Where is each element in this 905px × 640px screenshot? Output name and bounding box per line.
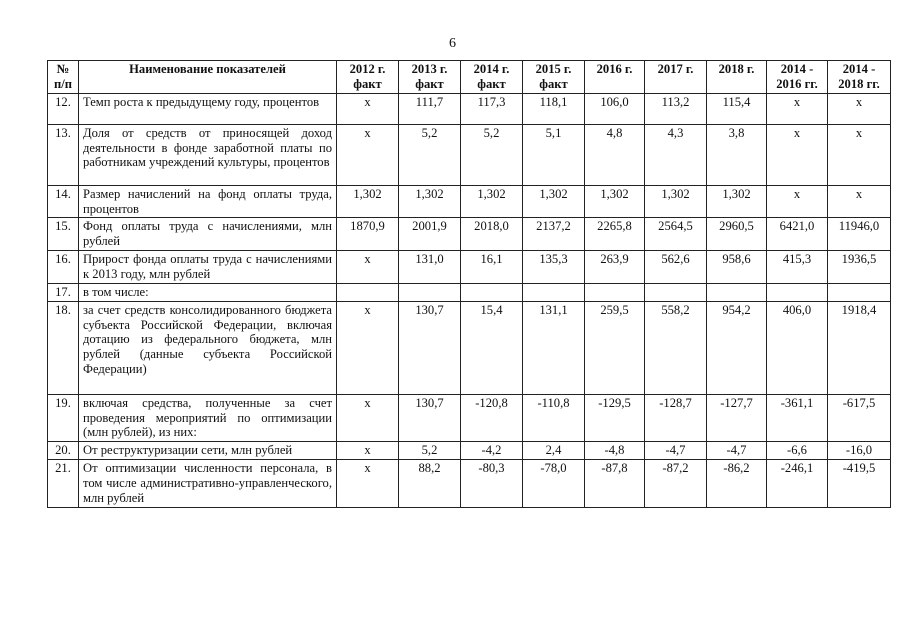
row-value-cell: 106,0	[585, 93, 645, 124]
row-value-cell: x	[337, 460, 399, 508]
row-value-cell: 2,4	[523, 442, 585, 460]
row-number: 14.	[48, 185, 79, 218]
row-value-cell: -617,5	[828, 394, 891, 442]
row-value-cell: -127,7	[707, 394, 767, 442]
header-num: № п/п	[48, 61, 79, 94]
row-value-cell: 5,1	[523, 124, 585, 185]
row-value-cell: 4,8	[585, 124, 645, 185]
row-number: 12.	[48, 93, 79, 124]
row-value-cell: 16,1	[461, 251, 523, 284]
row-value-cell: 11946,0	[828, 218, 891, 251]
row-value-cell: 3,8	[707, 124, 767, 185]
row-value-cell: 131,0	[399, 251, 461, 284]
row-value-cell: -86,2	[707, 460, 767, 508]
header-col: 2015 г. факт	[523, 61, 585, 94]
row-value-cell: x	[337, 251, 399, 284]
row-value-cell: x	[767, 185, 828, 218]
row-value-cell: 111,7	[399, 93, 461, 124]
row-number: 20.	[48, 442, 79, 460]
header-col: 2012 г. факт	[337, 61, 399, 94]
row-indicator-name: Размер начислений на фонд оплаты труда, процентов	[79, 185, 337, 218]
row-number: 15.	[48, 218, 79, 251]
row-value-cell: x	[767, 124, 828, 185]
row-value-cell: 1,302	[523, 185, 585, 218]
row-value-cell: x	[337, 394, 399, 442]
row-value-cell: -4,7	[645, 442, 707, 460]
row-value-cell: -419,5	[828, 460, 891, 508]
row-value-cell: 15,4	[461, 301, 523, 394]
row-value-cell: 5,2	[399, 124, 461, 185]
row-value-cell: -110,8	[523, 394, 585, 442]
row-value-cell: 5,2	[461, 124, 523, 185]
row-value-cell: 118,1	[523, 93, 585, 124]
row-value-cell: 5,2	[399, 442, 461, 460]
row-number: 21.	[48, 460, 79, 508]
table-row	[48, 124, 891, 185]
table-row	[48, 185, 891, 218]
row-indicator-name: От реструктуризации сети, млн рублей	[79, 442, 337, 460]
row-value-cell: 2001,9	[399, 218, 461, 251]
row-value-cell: -80,3	[461, 460, 523, 508]
row-value-cell: 1,302	[461, 185, 523, 218]
table-row	[48, 218, 891, 251]
row-value-cell: -4,8	[585, 442, 645, 460]
row-value-cell: -4,2	[461, 442, 523, 460]
row-value-cell: 562,6	[645, 251, 707, 284]
table-row	[48, 93, 891, 124]
row-value-cell: x	[337, 124, 399, 185]
row-value-cell: -246,1	[767, 460, 828, 508]
row-value-cell: 1,302	[399, 185, 461, 218]
row-indicator-name: Фонд оплаты труда с начислениями, млн рублей	[79, 218, 337, 251]
row-value-cell: -361,1	[767, 394, 828, 442]
row-value-cell	[523, 283, 585, 301]
header-col: 2014 - 2018 гг.	[828, 61, 891, 94]
row-value-cell: x	[337, 301, 399, 394]
row-value-cell: 130,7	[399, 301, 461, 394]
row-indicator-name: Прирост фонда оплаты труда с начислениями к 2013 году, млн рублей	[79, 251, 337, 284]
row-value-cell: 115,4	[707, 93, 767, 124]
row-value-cell: 2018,0	[461, 218, 523, 251]
row-value-cell: x	[828, 185, 891, 218]
row-number: 18.	[48, 301, 79, 394]
row-value-cell: 558,2	[645, 301, 707, 394]
row-indicator-name: за счет средств консолидированного бюджета субъекта Российской Федерации, включая дотацию из федерального бюджета, млн рублей (данные субъекта Российской Федерации)	[79, 301, 337, 394]
row-value-cell	[585, 283, 645, 301]
row-value-cell: 2137,2	[523, 218, 585, 251]
row-value-cell: 958,6	[707, 251, 767, 284]
row-value-cell	[707, 283, 767, 301]
table-row	[48, 251, 891, 284]
header-col: 2016 г.	[585, 61, 645, 94]
table-row	[48, 460, 891, 508]
row-value-cell: -4,7	[707, 442, 767, 460]
row-value-cell: x	[337, 442, 399, 460]
row-value-cell: 117,3	[461, 93, 523, 124]
row-value-cell: 1936,5	[828, 251, 891, 284]
row-value-cell: 2265,8	[585, 218, 645, 251]
row-value-cell: -129,5	[585, 394, 645, 442]
row-value-cell: 259,5	[585, 301, 645, 394]
table-row	[48, 394, 891, 442]
row-value-cell	[461, 283, 523, 301]
row-value-cell: 406,0	[767, 301, 828, 394]
row-value-cell	[337, 283, 399, 301]
row-value-cell: -128,7	[645, 394, 707, 442]
row-number: 16.	[48, 251, 79, 284]
header-col: 2017 г.	[645, 61, 707, 94]
row-value-cell: -78,0	[523, 460, 585, 508]
row-indicator-name: Темп роста к предыдущему году, процентов	[79, 93, 337, 124]
row-value-cell: 1870,9	[337, 218, 399, 251]
row-value-cell: 4,3	[645, 124, 707, 185]
row-value-cell: x	[767, 93, 828, 124]
row-value-cell: 130,7	[399, 394, 461, 442]
row-value-cell: 135,3	[523, 251, 585, 284]
row-value-cell: 2960,5	[707, 218, 767, 251]
row-indicator-name: включая средства, полученные за счет проведения мероприятий по оптимизации (млн рублей), из них:	[79, 394, 337, 442]
row-value-cell: 113,2	[645, 93, 707, 124]
table-row	[48, 301, 891, 394]
row-value-cell: -87,2	[645, 460, 707, 508]
table-row	[48, 442, 891, 460]
row-value-cell: 88,2	[399, 460, 461, 508]
row-value-cell: 6421,0	[767, 218, 828, 251]
header-col: 2013 г. факт	[399, 61, 461, 94]
row-indicator-name: Доля от средств от приносящей доход деятельности в фонде заработной платы по работникам учреждений культуры, процентов	[79, 124, 337, 185]
row-indicator-name: От оптимизации численности персонала, в том числе административно-управленческого, млн рублей	[79, 460, 337, 508]
table-row	[48, 283, 891, 301]
header-name: Наименование показателей	[79, 61, 337, 94]
header-row	[48, 61, 891, 94]
row-value-cell: 1918,4	[828, 301, 891, 394]
page-number: 6	[449, 36, 456, 51]
row-value-cell: 263,9	[585, 251, 645, 284]
row-value-cell	[399, 283, 461, 301]
row-value-cell: 954,2	[707, 301, 767, 394]
row-value-cell: -16,0	[828, 442, 891, 460]
row-value-cell: -87,8	[585, 460, 645, 508]
row-value-cell: 131,1	[523, 301, 585, 394]
header-col: 2014 - 2016 гг.	[767, 61, 828, 94]
row-value-cell: x	[337, 93, 399, 124]
row-value-cell: 1,302	[645, 185, 707, 218]
row-value-cell: 2564,5	[645, 218, 707, 251]
header-col: 2014 г. факт	[461, 61, 523, 94]
header-col: 2018 г.	[707, 61, 767, 94]
row-number: 19.	[48, 394, 79, 442]
row-value-cell: 1,302	[337, 185, 399, 218]
row-value-cell: x	[828, 93, 891, 124]
row-value-cell: 415,3	[767, 251, 828, 284]
row-value-cell: 1,302	[707, 185, 767, 218]
row-value-cell: -6,6	[767, 442, 828, 460]
row-indicator-name: в том числе:	[79, 283, 337, 301]
row-value-cell: -120,8	[461, 394, 523, 442]
row-value-cell	[767, 283, 828, 301]
row-number: 17.	[48, 283, 79, 301]
row-value-cell	[828, 283, 891, 301]
row-value-cell	[645, 283, 707, 301]
row-number: 13.	[48, 124, 79, 185]
row-value-cell: 1,302	[585, 185, 645, 218]
row-value-cell: x	[828, 124, 891, 185]
indicators-table	[47, 60, 891, 508]
